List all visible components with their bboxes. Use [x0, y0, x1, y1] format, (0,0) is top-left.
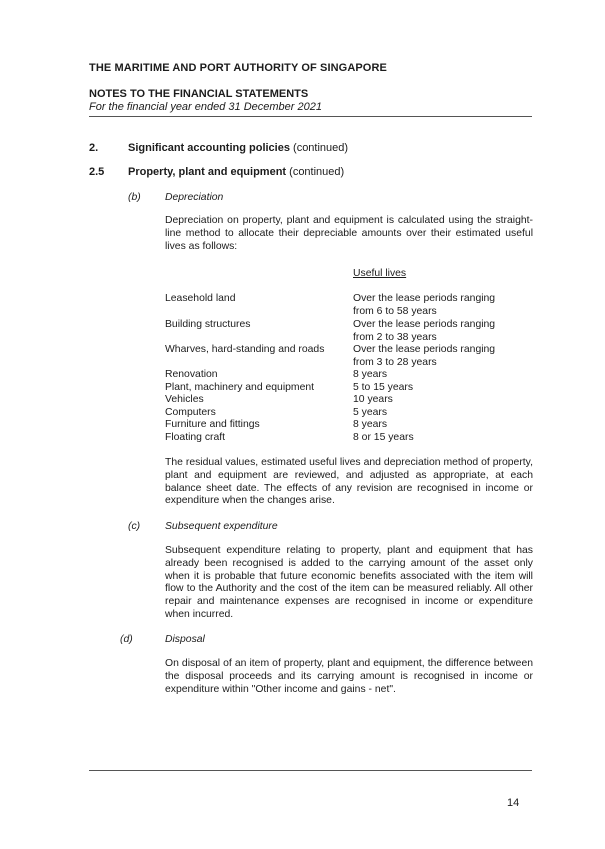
table-row-life: Over the lease periods ranging [353, 319, 496, 330]
period-subtitle: For the financial year ended 31 December 2021 [89, 101, 322, 113]
table-row-life: 8 or 15 years [353, 432, 414, 443]
table-row-life: 10 years [353, 394, 393, 405]
header-divider [89, 116, 532, 117]
note-number: 2. [89, 142, 99, 154]
table-row-life-cont: from 6 to 58 years [353, 306, 437, 317]
depreciation-heading: Depreciation [165, 192, 224, 203]
useful-lives-header: Useful lives [353, 268, 407, 279]
table-row-asset: Computers [165, 407, 216, 418]
subsequent-letter: (c) [128, 521, 141, 532]
note-heading [128, 142, 348, 155]
table-row-life: 5 years [353, 407, 388, 418]
table-row-life-cont: from 3 to 28 years [353, 357, 437, 368]
disposal-paragraph: On disposal of an item of property, plant and equipment, the difference between the disposal proceeds and its carrying amount is recognised in income or expenditure within "Other income and gains - net". [165, 658, 533, 695]
subnote-title: Property, plant and equipment [128, 166, 287, 178]
note-continued: (continued) [289, 142, 349, 154]
table-row-life: 8 years [353, 369, 388, 380]
table-row-asset: Plant, machinery and equipment [165, 382, 315, 393]
residual-values-paragraph: The residual values, estimated useful lives and depreciation method of property, plant and equipment are reviewed, and adjusted as appropriate, at each balance sheet date. The effects of any revision are recognised in income or expenditure when the changes arise. [165, 457, 533, 507]
section-title: NOTES TO THE FINANCIAL STATEMENTS [89, 88, 309, 100]
subsequent-heading: Subsequent expenditure [165, 521, 278, 532]
depreciation-intro: Depreciation on property, plant and equipment is calculated using the straight-line method to allocate their depreciable amounts over their estimated useful lives as follows: [165, 215, 533, 252]
table-row-asset: Vehicles [165, 394, 204, 405]
subnote-number: 2.5 [89, 166, 105, 178]
disposal-heading: Disposal [165, 634, 205, 645]
page-number: 14 [507, 797, 520, 809]
table-row-asset: Furniture and fittings [165, 419, 260, 430]
table-row-life-cont: from 2 to 38 years [353, 332, 437, 343]
table-row-asset: Leasehold land [165, 293, 236, 304]
footer-divider [89, 770, 532, 771]
organisation-title: THE MARITIME AND PORT AUTHORITY OF SINGAPORE [89, 62, 387, 74]
table-row-asset: Wharves, hard-standing and roads [165, 344, 325, 355]
table-row-life: 8 years [353, 419, 388, 430]
table-row-life: 5 to 15 years [353, 382, 414, 393]
subsequent-paragraph: Subsequent expenditure relating to property, plant and equipment that has already been recognised is added to the carrying amount of the asset only when it is probable that future economic benefits associated with the item will flow to the Authority and the cost of the item can be measured reliably. All other repair and maintenance expenses are recognised in income or expenditure when incurred. [165, 545, 533, 620]
table-row-asset: Renovation [165, 369, 218, 380]
subnote-continued: (continued) [286, 166, 345, 178]
table-row-life: Over the lease periods ranging [353, 293, 496, 304]
table-row-life: Over the lease periods ranging [353, 344, 496, 355]
table-row-asset: Building structures [165, 319, 251, 330]
table-row-asset: Floating craft [165, 432, 226, 443]
disposal-letter: (d) [120, 634, 133, 645]
depreciation-letter: (b) [128, 192, 141, 203]
subnote-heading [128, 166, 344, 179]
note-title: Significant accounting policies [128, 142, 290, 154]
